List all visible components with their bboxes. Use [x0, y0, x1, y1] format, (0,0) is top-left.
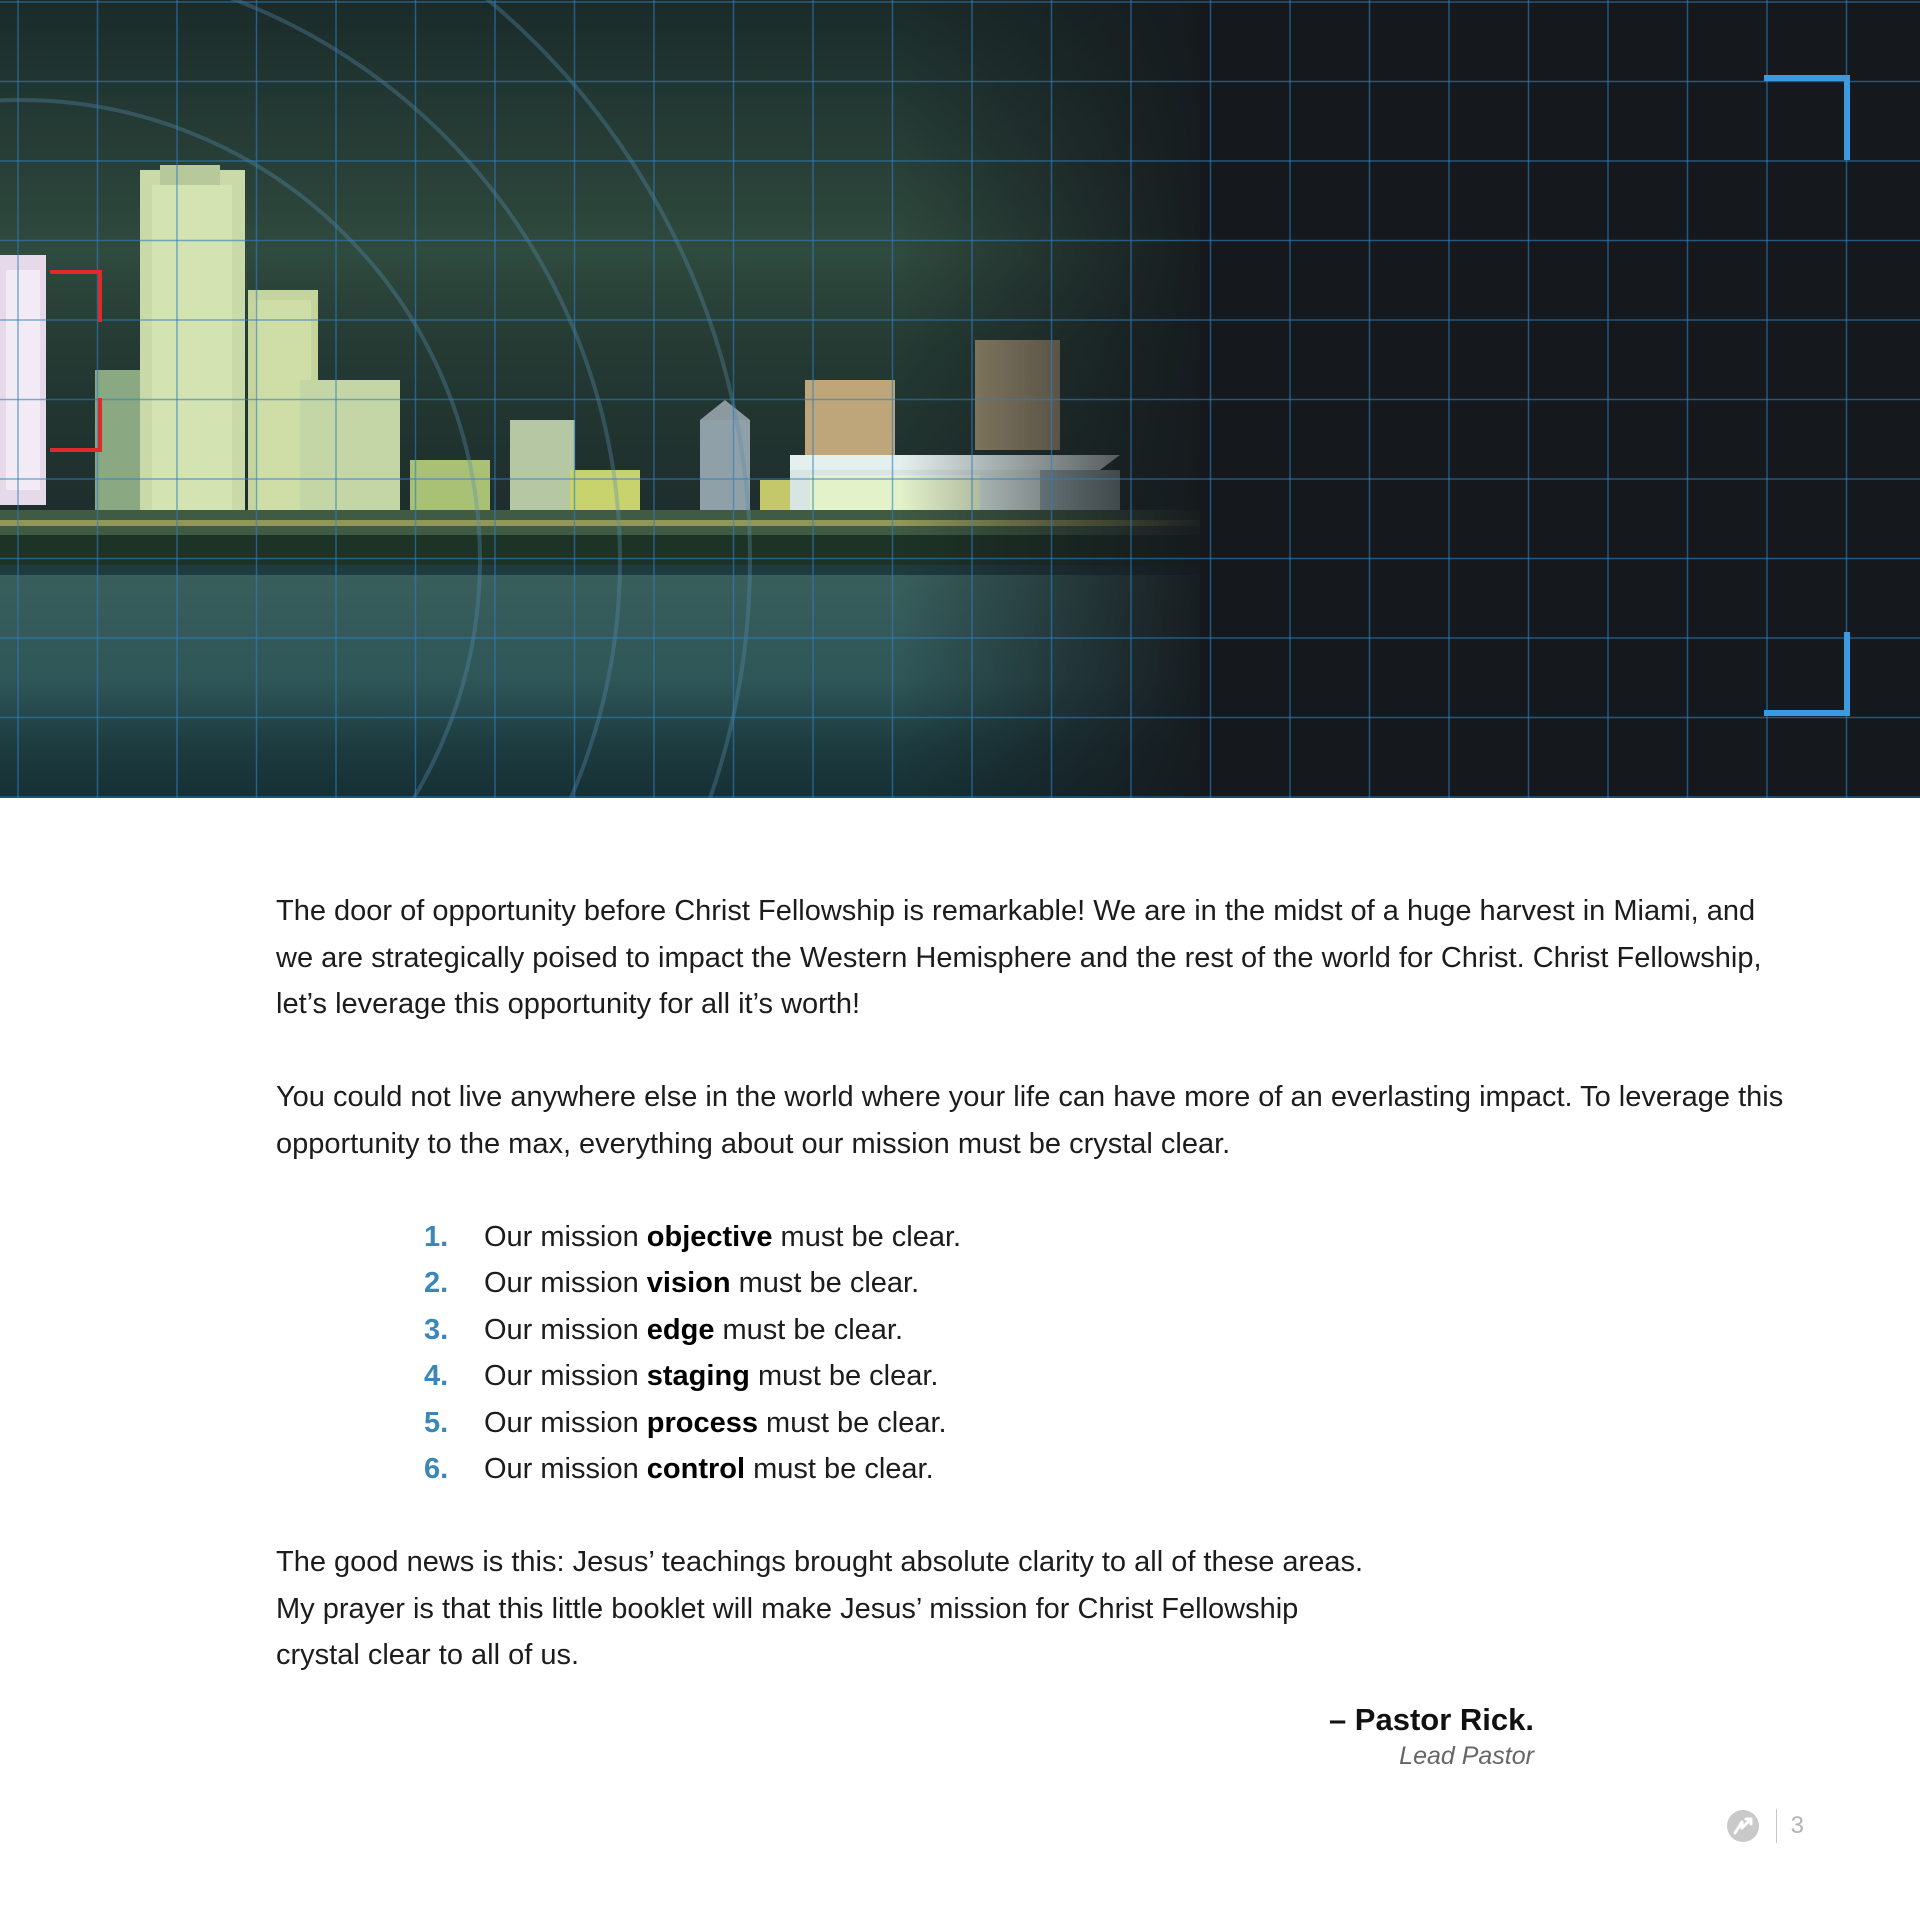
- mission-list-item: [424, 1307, 1796, 1354]
- mission-list-item: [424, 1353, 1796, 1400]
- list-item-keyword: vision: [646, 1267, 731, 1299]
- list-number: 6.: [424, 1453, 449, 1485]
- list-item-prefix: Our mission: [484, 1267, 647, 1299]
- list-number: 1.: [424, 1220, 449, 1253]
- hero-banner: [0, 0, 1920, 798]
- list-item-prefix: Our mission: [484, 1220, 647, 1253]
- list-item-suffix: must be clear.: [730, 1267, 920, 1299]
- closing-line: crystal clear to all of us.: [276, 1639, 579, 1671]
- list-item-keyword: objective: [646, 1220, 773, 1253]
- list-item-keyword: process: [646, 1406, 758, 1439]
- mission-list-item: [424, 1400, 1796, 1447]
- signature-title: Lead Pastor: [1399, 1742, 1534, 1770]
- closing-line: The good news is this: Jesus’ teachings brought absolute clarity to all of these areas.: [276, 1546, 1364, 1578]
- list-item-suffix: must be clear.: [758, 1406, 947, 1439]
- signature-name: – Pastor Rick.: [1328, 1702, 1534, 1737]
- list-item-prefix: Our mission: [484, 1406, 647, 1439]
- list-item-suffix: must be clear.: [745, 1453, 934, 1485]
- list-item-prefix: Our mission: [484, 1313, 647, 1346]
- list-number: 3.: [424, 1313, 449, 1346]
- list-item-keyword: staging: [646, 1360, 750, 1392]
- page-number: 3: [1790, 1812, 1804, 1839]
- list-item-suffix: must be clear.: [714, 1313, 904, 1346]
- list-number: 2.: [424, 1267, 449, 1299]
- mission-list: [276, 1214, 1796, 1493]
- intro-paragraph: The door of opportunity before Christ Fellowship is remarkable! We are in the midst of a huge harvest in Miami, and we are strategically poised to impact the Western Hemisphere and the rest of the world for Christ. Christ Fellowship, let’s leverage this opportunity for all it’s worth!: [276, 895, 1762, 1020]
- closing-line: My prayer is that this little booklet will make Jesus’ mission for Christ Fellowship: [276, 1592, 1299, 1625]
- mission-list-item: [424, 1214, 1796, 1261]
- page-footer: [1726, 1806, 1804, 1846]
- hero-skyline-image: [0, 0, 1920, 798]
- list-item-keyword: edge: [646, 1313, 715, 1346]
- mission-list-item: [424, 1446, 1796, 1493]
- closing-paragraph: [276, 1539, 1796, 1679]
- list-number: 4.: [424, 1360, 449, 1392]
- impact-paragraph: You could not live anywhere else in the world where your life can have more of an everlasting impact. To leverage this opportunity to the max, everything about our mission must be crystal clear.: [276, 1081, 1784, 1160]
- list-item-prefix: Our mission: [484, 1360, 647, 1392]
- signature-block: [1329, 1700, 1534, 1772]
- list-item-suffix: must be clear.: [772, 1220, 962, 1253]
- list-number: 5.: [424, 1406, 449, 1439]
- church-logo-icon: [1726, 1809, 1760, 1843]
- list-item-suffix: must be clear.: [749, 1360, 939, 1392]
- mission-list-item: [424, 1260, 1796, 1307]
- body-content: [276, 888, 1796, 1679]
- list-item-prefix: Our mission: [484, 1453, 647, 1485]
- list-item-keyword: control: [646, 1453, 746, 1485]
- footer-divider: [1776, 1809, 1777, 1843]
